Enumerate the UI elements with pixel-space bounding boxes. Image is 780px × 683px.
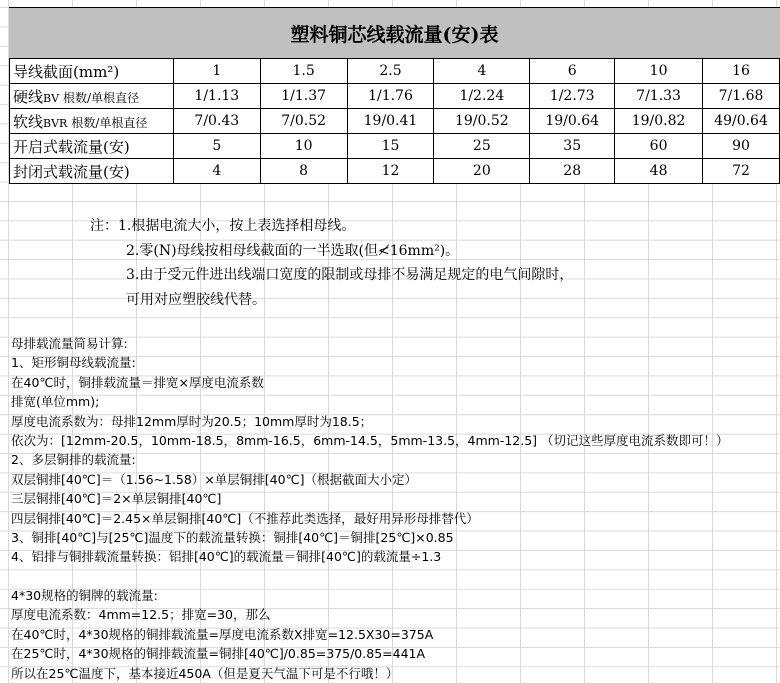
value-cell: 72 xyxy=(703,159,780,184)
calc-line: 1、矩形铜母线载流量: xyxy=(11,355,136,371)
calc-line: 在40℃时，4*30规格的铜排载流量=厚度电流系数X排宽=12.5X30=375A xyxy=(11,626,434,642)
title-text: 塑料铜芯线载流量(安)表 xyxy=(290,23,499,46)
value-cell: 90 xyxy=(703,134,780,159)
table-row-header xyxy=(10,59,780,84)
note-line xyxy=(90,263,573,288)
calc-line: 四层铜排[40℃]＝2.45×单层铜排[40℃]（不推荐此类选择，最好用异形母排替代） xyxy=(11,510,479,526)
table-row-open-ampacity xyxy=(10,134,780,159)
row-label-main: 软线 xyxy=(13,112,44,131)
ampacity-table xyxy=(9,58,780,184)
value-cell: 7/0.52 xyxy=(260,109,347,134)
note-text: 2.零(N)母线按相母线截面的一半选取(但≮16mm²)。 xyxy=(126,242,460,259)
value-cell: 10 xyxy=(260,134,347,159)
section-cell: 10 xyxy=(615,59,703,84)
calc-line: 双层铜排[40℃]＝（1.56~1.58）×单层铜排[40℃]（根据截面大小定） xyxy=(11,471,418,487)
calc-line: 母排载流量简易计算: xyxy=(11,336,128,351)
value-cell: 48 xyxy=(615,159,703,184)
value-cell: 19/0.52 xyxy=(434,109,530,134)
row-label xyxy=(10,84,174,109)
row-label-code: BV xyxy=(43,91,60,105)
calc-line: 依次为：[12mm-20.5，10mm-18.5，8mm-16.5，6mm-14.5，5mm-13.5，4mm-12.5] （切记这些厚度电流系数即可！） xyxy=(11,432,729,448)
notes-block xyxy=(90,214,573,312)
row-label-desc: 根数/单根直径 xyxy=(71,115,148,130)
table-title xyxy=(9,7,780,59)
value-cell: 7/1.33 xyxy=(615,84,703,109)
calc-line: 4*30规格的铜牌的载流量: xyxy=(11,588,158,604)
value-cell: 1/1.37 xyxy=(260,84,347,109)
section-cell: 1.5 xyxy=(260,59,347,84)
calc-line: 在40℃时，铜排载流量＝排宽×厚度电流系数 xyxy=(11,374,264,390)
value-cell: 12 xyxy=(347,159,434,184)
row-label-main: 硬线 xyxy=(13,87,44,106)
calc-line: 3、铜排[40℃]与[25℃]温度下的载流量转换：铜排[40℃]＝铜排[25℃]×0.85 xyxy=(11,529,454,545)
calc-line: 在25℃时，4*30规格的铜排载流量=铜排[40℃]/0.85=375/0.85=441A xyxy=(11,646,426,662)
calc-line: 所以在25℃温度下，基本接近450A（但是夏天气温下可是不行哦！） xyxy=(11,665,399,681)
note-line xyxy=(90,239,573,264)
row-label-desc: 根数/单根直径 xyxy=(63,90,140,105)
value-cell: 7/1.68 xyxy=(703,84,780,109)
value-cell: 4 xyxy=(173,159,260,184)
calc-line xyxy=(11,567,729,586)
note-text: 1.根据电流大小，按上表选择相母线。 xyxy=(118,218,356,234)
note-prefix: 注： xyxy=(90,218,118,234)
calc-line: 三层铜排[40℃]＝2×单层铜排[40℃] xyxy=(11,491,222,507)
row-label xyxy=(10,109,174,134)
calc-line: 4、铝排与铜排载流量转换：铝排[40℃]的载流量＝铜排[40℃]的载流量÷1.3 xyxy=(11,549,442,565)
value-cell: 5 xyxy=(173,134,260,159)
value-cell: 1/2.24 xyxy=(434,84,530,109)
section-cell: 4 xyxy=(434,59,530,84)
value-cell: 19/0.82 xyxy=(615,109,703,134)
value-cell: 28 xyxy=(530,159,615,184)
value-cell: 19/0.41 xyxy=(347,109,434,134)
section-cell: 6 xyxy=(530,59,615,84)
note-line xyxy=(90,214,573,239)
value-cell: 8 xyxy=(260,159,347,184)
value-cell: 60 xyxy=(615,134,703,159)
note-text: 可用对应塑胶线代替。 xyxy=(126,291,266,308)
value-cell: 19/0.64 xyxy=(530,109,615,134)
section-cell: 16 xyxy=(703,59,780,84)
value-cell: 1/2.73 xyxy=(530,84,615,109)
table-row-closed-ampacity xyxy=(10,159,780,184)
value-cell: 35 xyxy=(530,134,615,159)
calc-line: 2、多层铜排的载流量: xyxy=(11,452,136,468)
value-cell: 1/1.76 xyxy=(347,84,434,109)
section-cell: 1 xyxy=(173,59,260,84)
table-row-soft-wire xyxy=(10,109,780,134)
value-cell: 20 xyxy=(434,159,530,184)
value-cell: 25 xyxy=(434,134,530,159)
calc-line: 厚度电流系数：4mm=12.5；排宽=30，那么 xyxy=(11,607,271,623)
value-cell: 1/1.13 xyxy=(173,84,260,109)
section-cell: 2.5 xyxy=(347,59,434,84)
calc-line: 厚度电流系数为：母排12mm厚时为20.5；10mm厚时为18.5； xyxy=(11,413,373,429)
busbar-calc-block xyxy=(11,334,729,683)
note-line xyxy=(90,288,573,313)
table-row-hard-wire xyxy=(10,84,780,109)
header-label: 导线截面(mm²) xyxy=(10,59,174,84)
row-label: 开启式载流量(安) xyxy=(10,134,174,159)
note-text: 3.由于受元件进出线端口宽度的限制或母排不易满足规定的电气间隙时， xyxy=(126,267,574,283)
row-label: 封闭式载流量(安) xyxy=(10,159,174,184)
value-cell: 7/0.43 xyxy=(173,109,260,134)
row-label-code: BVR xyxy=(43,116,68,130)
value-cell: 49/0.64 xyxy=(703,109,780,134)
value-cell: 15 xyxy=(347,134,434,159)
calc-line: 排宽(单位mm); xyxy=(11,394,100,410)
